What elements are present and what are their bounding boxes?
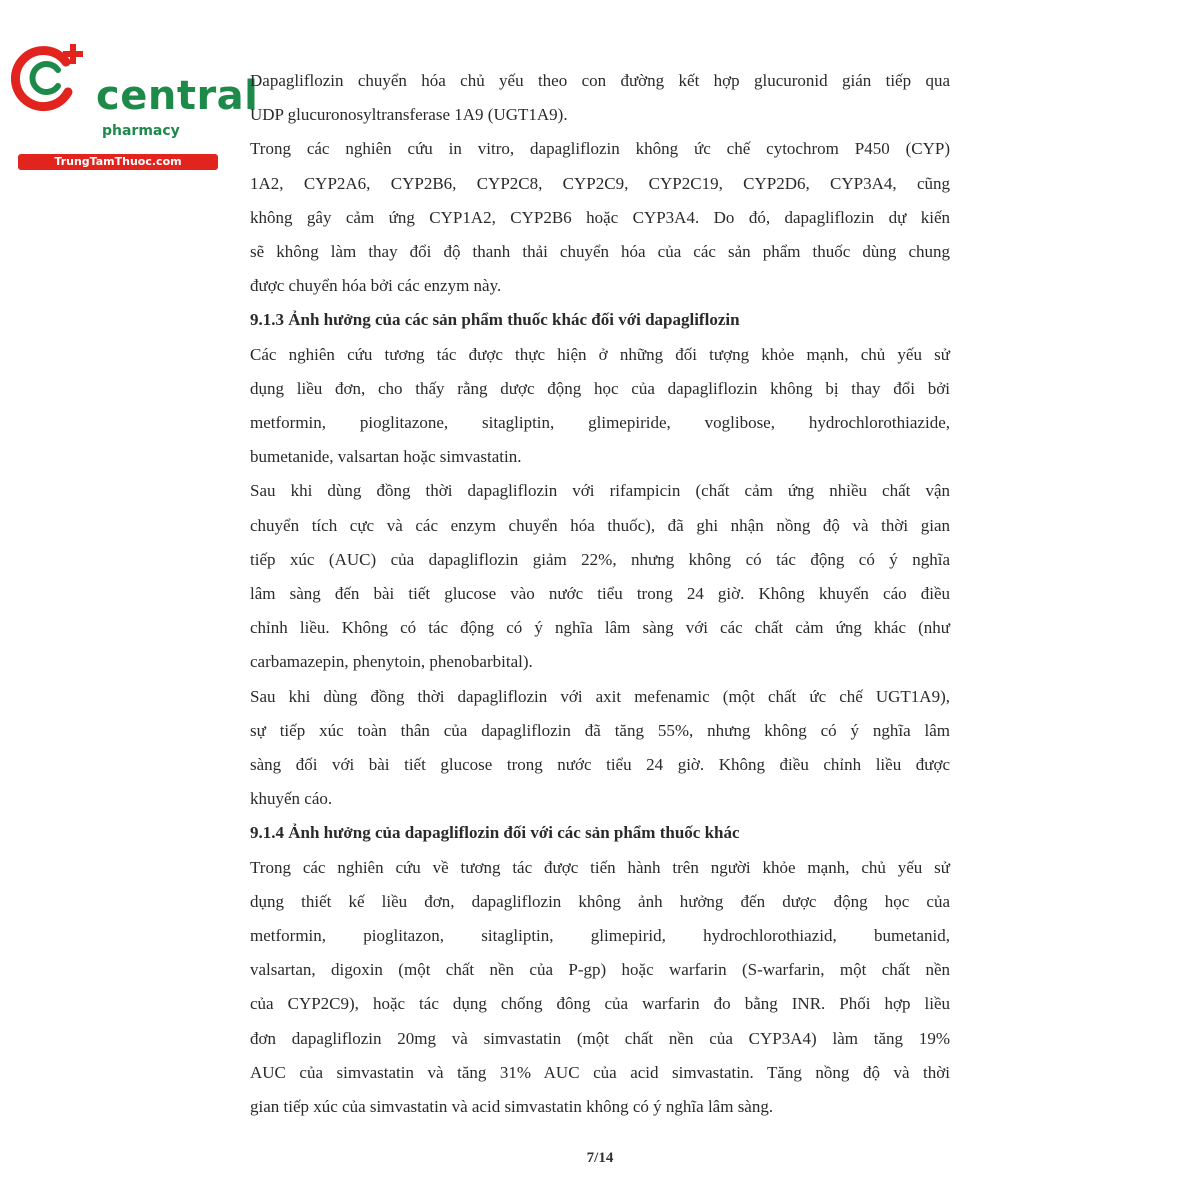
document-page	[250, 64, 950, 1124]
text-line: được chuyển hóa bởi các enzym này.	[250, 276, 502, 296]
text-line: Sau khi dùng đồng thời dapagliflozin với axit mefenamic (một chất ức chế UGT1A9),	[250, 686, 950, 706]
text-line: lâm sàng đến bài tiết glucose vào nước tiểu trong 24 giờ. Không khuyến cáo điều	[250, 584, 950, 604]
text-line: sự tiếp xúc toàn thân của dapagliflozin đã tăng 55%, nhưng không có ý nghĩa lâm	[250, 720, 950, 740]
text-line: Dapagliflozin chuyển hóa chủ yếu theo con đường kết hợp glucuronid gián tiếp qua	[250, 71, 950, 90]
page-number: 7/14	[586, 1150, 614, 1166]
text-line: metformin, pioglitazone, sitagliptin, glimepiride, voglibose, hydrochlorothiazide,	[250, 413, 950, 433]
text-line: Trong các nghiên cứu về tương tác được tiến hành trên người khỏe mạnh, chủ yếu sử	[250, 857, 950, 877]
text-line: Sau khi dùng đồng thời dapagliflozin với rifampicin (chất cảm ứng nhiều chất vận	[250, 481, 950, 501]
logo-url-text: TrungTamThuoc.com	[54, 155, 182, 168]
text-line: UDP glucuronosyltransferase 1A9 (UGT1A9).	[250, 105, 568, 125]
text-line: Các nghiên cứu tương tác được thực hiện ở những đối tượng khỏe mạnh, chủ yếu sử	[250, 344, 950, 364]
text-line: của CYP2C9), hoặc tác dụng chống đông của warfarin đo bằng INR. Phối hợp liều	[250, 994, 950, 1014]
paragraph	[250, 851, 950, 1125]
paragraph	[250, 474, 950, 679]
text-line: sẽ không làm thay đổi độ thanh thải chuyển hóa của các sản phẩm thuốc dùng chung	[250, 242, 950, 262]
section-heading: 9.1.3 Ảnh hưởng của các sản phẩm thuốc khác đối với dapagliflozin	[250, 310, 740, 330]
text-line: tiếp xúc (AUC) của dapagliflozin giảm 22%, nhưng không có tác động có ý nghĩa	[250, 549, 950, 569]
text-line: đơn dapagliflozin 20mg và simvastatin (một chất nền của CYP3A4) làm tăng 19%	[250, 1028, 950, 1048]
logo-brand-text: central	[96, 73, 259, 119]
text-line: sàng đối với bài tiết glucose trong nước tiểu 24 giờ. Không điều chỉnh liều được	[250, 755, 950, 775]
pharmacy-cross-logo-icon	[10, 40, 94, 120]
text-line: 1A2, CYP2A6, CYP2B6, CYP2C8, CYP2C9, CYP2C19, CYP2D6, CYP3A4, cũng	[250, 173, 950, 193]
section-heading: 9.1.4 Ảnh hưởng của dapagliflozin đối với các sản phẩm thuốc khác	[250, 823, 740, 843]
text-line: khuyến cáo.	[250, 789, 333, 809]
paragraph	[250, 338, 950, 475]
text-line: chỉnh liều. Không có tác động có ý nghĩa lâm sàng với các chất cảm ứng khác (như	[250, 618, 950, 638]
text-line: dụng thiết kế liều đơn, dapagliflozin không ảnh hưởng đến dược động học của	[250, 891, 950, 911]
logo-sub-text: pharmacy	[102, 123, 180, 139]
text-line: không gây cảm ứng CYP1A2, CYP2B6 hoặc CYP3A4. Do đó, dapagliflozin dự kiến	[250, 207, 950, 227]
text-line: dụng liều đơn, cho thấy rằng dược động học của dapagliflozin không bị thay đổi bởi	[250, 378, 950, 398]
paragraph	[250, 132, 950, 303]
text-line: bumetanide, valsartan hoặc simvastatin.	[250, 447, 522, 467]
text-line: AUC của simvastatin và tăng 31% AUC của acid simvastatin. Tăng nồng độ và thời	[250, 1062, 950, 1082]
text-line: valsartan, digoxin (một chất nền của P-gp) hoặc warfarin (S-warfarin, một chất nền	[250, 960, 950, 980]
central-pharmacy-logo	[10, 36, 259, 168]
text-line: Trong các nghiên cứu in vitro, dapagliflozin không ức chế cytochrom P450 (CYP)	[250, 139, 950, 159]
text-line: metformin, pioglitazon, sitagliptin, glimepirid, hydrochlorothiazid, bumetanid,	[250, 926, 950, 946]
paragraph	[250, 680, 950, 817]
paragraph	[250, 64, 950, 132]
text-line: chuyển tích cực và các enzym chuyển hóa thuốc), đã ghi nhận nồng độ và thời gian	[250, 515, 950, 535]
text-line: gian tiếp xúc của simvastatin và acid simvastatin không có ý nghĩa lâm sàng.	[250, 1097, 774, 1117]
text-line: carbamazepin, phenytoin, phenobarbital).	[250, 652, 533, 672]
